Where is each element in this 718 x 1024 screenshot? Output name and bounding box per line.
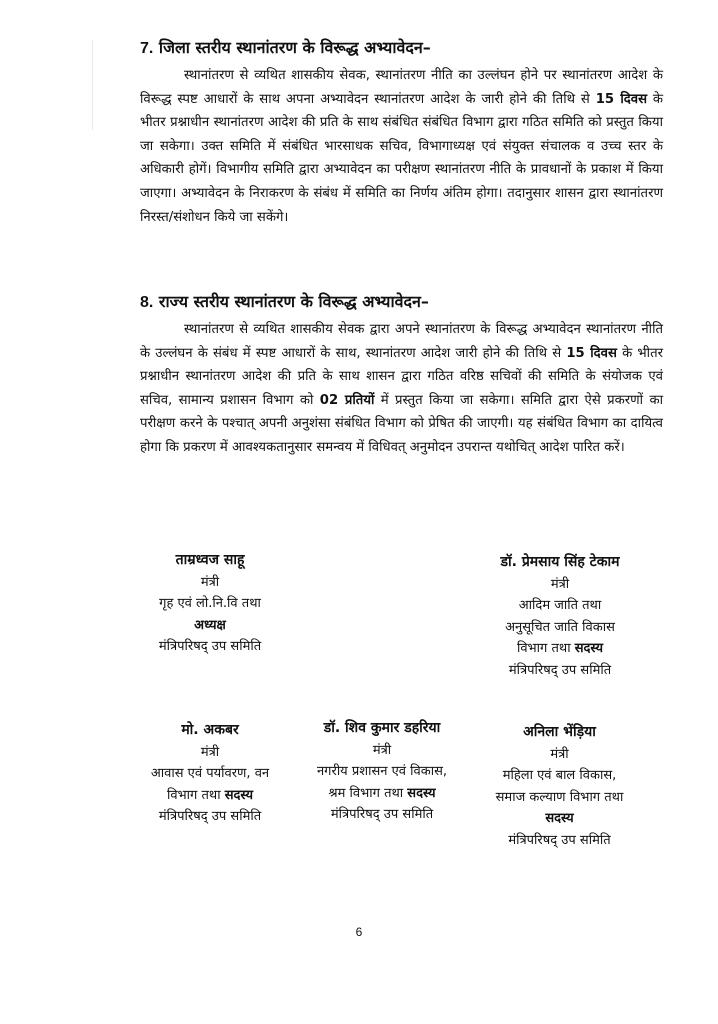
signatory-designation: मंत्री <box>550 746 569 762</box>
paragraph-emphasis: 02 प्रतियों <box>319 392 375 408</box>
signatory-committee: मंत्रिपरिषद् उप समिति <box>508 832 611 848</box>
signatory-department: अनुसूचित जाति विकास <box>505 619 615 635</box>
paragraph-text: स्थानांतरण से व्यथित शासकीय सेवक, स्थानांतरण नीति का उल्लंघन होने पर स्थानांतरण आदेश के विरूद्ध स्पष्ट आधारों के साथ अपना अभ्यावेदन स्थानांतरण आदेश के जारी होने की तिथि से <box>140 68 663 107</box>
signatory-designation: मंत्री <box>200 744 220 760</box>
signatory-role-text: सदस्य <box>574 641 604 657</box>
signatory-shiv-kumar-dahariya <box>297 718 467 826</box>
signatory-role-text: सदस्य <box>407 785 436 801</box>
paragraph-emphasis: 15 दिवस <box>566 345 617 361</box>
section-8-heading <box>140 290 660 312</box>
paragraph-text: के भीतर प्रश्नाधीन स्थानांतरण आदेश की प्रति के साथ संबंधित संबंधित विभाग द्वारा गठित समिति को प्रस्तुत किया जा सकेगा। उक्त समिति में संबंधित भारसाधक सचिव, विभागाध्यक्ष एवं संयुक्त संचालक व उच्च स्तर के अधिकारी होगें। विभागीय समिति द्वारा अभ्यावेदन का परीक्षण स्थानांतरण नीति के प्रावधानों के प्रकाश में किया जाएगा। अभ्यावेदन के निराकरण के संबंध में समिति का निर्णय अंतिम होगा। तदानुसार शासन द्वारा स्थानांतरण निरस्त/संशोधन किये जा सकेंगे। <box>140 91 664 225</box>
section-7-title: जिला स्तरीय स्थानांतरण के विरूद्ध अभ्यावेदन– <box>158 38 431 57</box>
signatory-committee: मंत्रिपरिषद् उप समिति <box>330 807 434 823</box>
page-number: 6 <box>355 925 363 939</box>
signatory-tamradhwaj-sahu <box>130 550 290 658</box>
signatory-name: डॉ. प्रेमसाय सिंह टेकाम <box>500 554 620 570</box>
signatory-role-prefix: विभाग तथा <box>166 787 225 803</box>
section-7-heading <box>140 36 660 58</box>
signatory-role-text: सदस्य <box>545 811 574 827</box>
signatory-role-text: सदस्य <box>224 787 254 803</box>
signatory-role-prefix: श्रम विभाग तथा <box>328 785 408 801</box>
paragraph-text: स्थानांतरण से व्यथित शासकीय सेवक द्वारा अपने स्थानांतरण के विरूद्ध अभ्यावेदन स्थानांतरण नीति के उल्लंघन के संबंध में स्पष्ट आधारों के साथ, स्थानांतरण आदेश जारी होने की तिथि से <box>140 322 663 361</box>
section-8-title: राज्य स्तरीय स्थानांतरण के विरूद्ध अभ्यावेदन– <box>158 292 429 311</box>
signatory-department: समाज कल्याण विभाग तथा <box>495 789 624 805</box>
signatory-department: आदिम जाति तथा <box>518 598 602 614</box>
signatory-premsay-singh-tekam <box>470 552 650 682</box>
paragraph-text: के भीतर प्रश्नाधीन स्थानांतरण आदेश की प्रति के साथ शासन द्वारा गठित वरिष्ठ सचिवों की समिति के संयोजक एवं सचिव, सामान्य प्रशासन विभाग को <box>140 345 664 408</box>
signatory-name: डॉ. शिव कुमार डहरिया <box>323 720 441 736</box>
scan-edge-mark <box>92 40 93 130</box>
signatory-department: नगरीय प्रशासन एवं विकास, <box>316 764 448 780</box>
signatory-designation: मंत्री <box>200 574 220 590</box>
signatory-department: महिला एवं बाल विकास, <box>502 768 617 784</box>
signatory-role-text: अध्यक्ष <box>194 617 226 633</box>
signatory-name: अनिला भेंड़िया <box>523 724 596 740</box>
signatory-mo-akbar <box>130 720 290 828</box>
signatory-name: ताम्रध्वज साहू <box>175 552 245 568</box>
signatory-committee: मंत्रिपरिषद् उप समिति <box>158 809 262 825</box>
signatory-committee: मंत्रिपरिषद् उप समिति <box>508 662 612 678</box>
signatory-name: मो. अकबर <box>181 722 239 738</box>
signatory-role <box>297 783 467 805</box>
signatory-department: गृह एवं लो.नि.वि तथा <box>159 596 261 612</box>
section-8-paragraph <box>140 318 663 460</box>
signatory-designation: मंत्री <box>372 742 392 758</box>
signatory-anila-bhendiya <box>472 722 647 852</box>
signatory-department: आवास एवं पर्यावरण, वन <box>150 766 270 782</box>
signatory-designation: मंत्री <box>550 576 570 592</box>
signatory-committee: मंत्रिपरिषद् उप समिति <box>158 639 262 655</box>
section-8-number: 8. <box>140 294 154 311</box>
signatory-role <box>472 808 647 830</box>
section-7-number: 7. <box>140 40 154 57</box>
paragraph-emphasis: 15 दिवस <box>595 91 647 107</box>
signatory-role <box>470 638 650 660</box>
signatory-role <box>130 785 290 807</box>
signatory-role <box>130 615 290 637</box>
section-7-paragraph <box>140 64 663 229</box>
paragraph-text: में प्रस्तुत किया जा सकेगा। समिति द्वारा ऐसे प्रकरणों का परीक्षण करने के पश्चात् अपनी अनुशंसा संबंधित विभाग को प्रेषित की जाएगी। यह संबंधित विभाग का दायित्व होगा कि प्रकरण में आवश्यकतानुसार समन्वय में विधिवत् अनुमोदन उपरान्त यथोचित् आदेश पारित करें। <box>140 392 663 455</box>
signatory-role-prefix: विभाग तथा <box>516 641 575 657</box>
